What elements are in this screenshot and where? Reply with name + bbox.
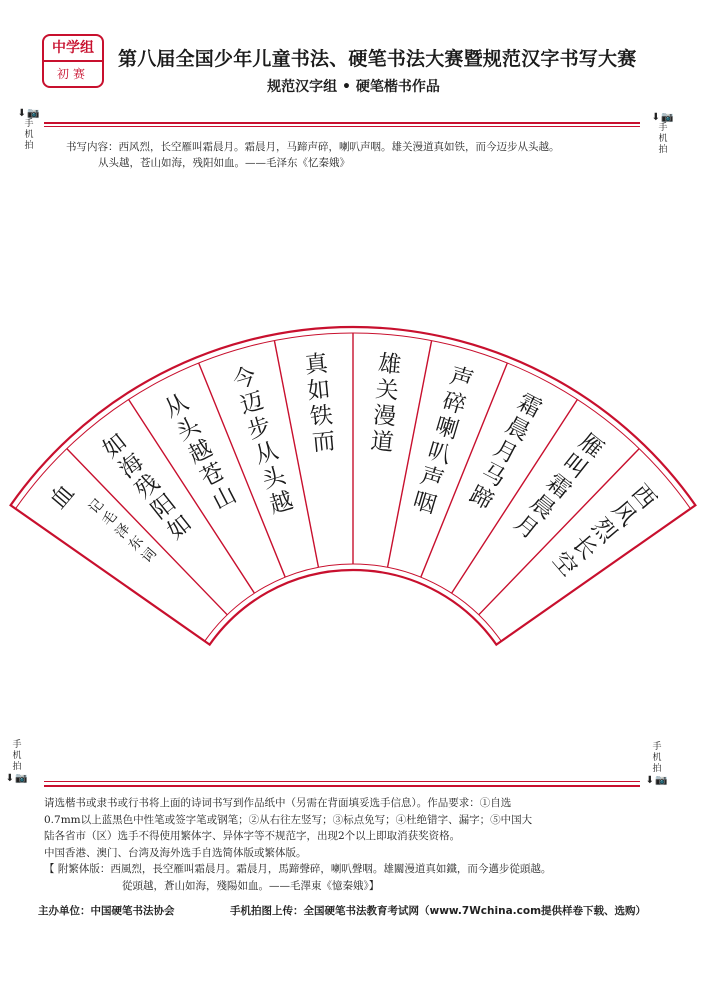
requirements-line-2: 0.7mm以上蓝黑色中性笔或签字笔或钢笔；②从右往左竖写；③标点免写；④杜绝错字、漏字；⑤中国大 <box>44 813 533 826</box>
badge-group: 中学组 <box>44 36 102 62</box>
fan-character: 晨 <box>501 412 534 447</box>
fan-character: 叭 <box>424 437 455 470</box>
fan-character: 声 <box>417 462 447 495</box>
camera-icon: ⬇📷 <box>645 775 669 786</box>
fan-character: 越 <box>266 487 297 520</box>
fan-character: 烈 <box>586 513 622 548</box>
requirements <box>44 795 654 894</box>
camera-icon: ⬇📷 <box>17 108 41 119</box>
bottom-rule <box>44 785 640 787</box>
fan-character: 头 <box>172 412 205 447</box>
content-label: 书写内容： <box>66 141 119 153</box>
fan-character: 漫 <box>371 402 398 431</box>
fan-character: 道 <box>369 428 395 457</box>
fan-character: 如 <box>98 428 133 464</box>
fan-character: 霜 <box>513 389 546 424</box>
fan-character: 如 <box>306 376 332 405</box>
requirements-line-4: 中国香港、澳门、台湾及海外选手自选简体版或繁体版。 <box>44 846 307 859</box>
fan-character: 咽 <box>409 487 440 520</box>
fan-character: 西 <box>626 479 661 515</box>
fan-character: 今 <box>229 363 260 395</box>
content-line-1: 西风烈，长空雁叫霜晨月。霜晨月，马蹄声碎，喇叭声咽。雄关漫道真如铁，而今迈步从头越。 <box>118 141 560 153</box>
footer-upload: 手机拍图上传：全国硬笔书法教育考试网（www.7Wchina.com提供样卷下载、选购） <box>230 905 647 917</box>
side-mark-top-left: ⬇📷 手 机 拍 <box>14 108 44 152</box>
fan-character: 喇 <box>432 412 462 445</box>
fan-character: 海 <box>114 449 149 484</box>
fan-character: 月 <box>508 510 544 545</box>
fan-character: 从 <box>160 389 193 424</box>
content-line-2: 从头越，苍山如海，残阳如血。——毛泽东《忆秦娥》 <box>98 157 350 169</box>
fan-character: 关 <box>374 376 400 405</box>
camera-icon: ⬇📷 <box>651 112 675 123</box>
fan-character: 真 <box>303 350 330 379</box>
fan-character: 风 <box>606 496 642 531</box>
fan-signature-character: 毛 <box>99 508 121 530</box>
fan-character: 而 <box>311 428 337 457</box>
fan-character: 雄 <box>376 350 403 379</box>
fan-signature-character: 词 <box>138 545 161 567</box>
fan-character: 马 <box>477 458 510 493</box>
fan-character: 阳 <box>146 489 181 525</box>
fan-character: 空 <box>547 547 582 582</box>
fan-signature-character: 泽 <box>112 520 134 542</box>
traditional-line-1: 西風烈，長空雁叫霜晨月。霜晨月，馬蹄聲碎，喇叭聲咽。雄關漫道真如鐵，而今邁步從頭越。 <box>110 863 552 875</box>
side-mark-bottom-left: 手 机 拍 ⬇📷 <box>2 740 32 784</box>
page-subtitle: 规范汉字组 • 硬笔楷书作品 <box>267 79 440 95</box>
fan-character: 苍 <box>196 458 229 493</box>
fan-character: 碎 <box>439 387 469 420</box>
fan-character: 越 <box>184 435 217 470</box>
fan-character: 山 <box>208 481 241 516</box>
fan-character: 迈 <box>237 387 267 420</box>
fan-character: 声 <box>446 363 477 395</box>
fan-character: 铁 <box>308 402 335 431</box>
camera-icon: ⬇📷 <box>5 773 29 784</box>
fan-character: 长 <box>566 530 602 565</box>
fan-character: 雁 <box>573 428 608 464</box>
side-mark-bottom-right: 手 机 拍 ⬇📷 <box>640 742 674 786</box>
fan-character: 叫 <box>557 449 592 484</box>
fan-character: 如 <box>162 510 198 545</box>
traditional-line-2: 從頭越，蒼山如海，殘陽如血。——毛澤東《憶秦娥》】 <box>122 879 380 892</box>
fan-character: 晨 <box>525 489 560 525</box>
side-mark-top-right: ⬇📷 手 机 拍 <box>646 112 680 156</box>
fan-character: 霜 <box>541 469 576 505</box>
fan-character: 头 <box>259 462 289 495</box>
fan-character: 血 <box>45 479 80 515</box>
fan-signature-character: 东 <box>125 532 147 554</box>
fan-frame <box>11 327 696 645</box>
badge-stage: 初赛 <box>56 67 89 81</box>
traditional-label: 【 附繁体版： <box>44 863 111 875</box>
fan-character: 蹄 <box>465 481 498 516</box>
fan-character: 步 <box>244 412 274 445</box>
fan-character: 残 <box>130 469 165 505</box>
footer-organizer: 主办单位：中国硬笔书法协会 <box>38 905 175 917</box>
page-title: 第八届全国少年儿童书法、硬笔书法大赛暨规范汉字书写大赛 <box>118 48 637 70</box>
fan-signature-character: 记 <box>86 496 108 518</box>
requirements-line-1: 请选楷书或隶书或行书将上面的诗词书写到作品纸中（另需在背面填妥选手信息）。作品要求：①自选 <box>44 797 512 809</box>
bottom-rule-thin <box>44 781 640 782</box>
fan-character: 月 <box>489 435 522 470</box>
fan-character: 从 <box>251 437 282 470</box>
requirements-line-3: 陆各省市（区）选手不得使用繁体字、异体字等不规范字，出现2个以上即取消获奖资格。 <box>44 830 461 842</box>
